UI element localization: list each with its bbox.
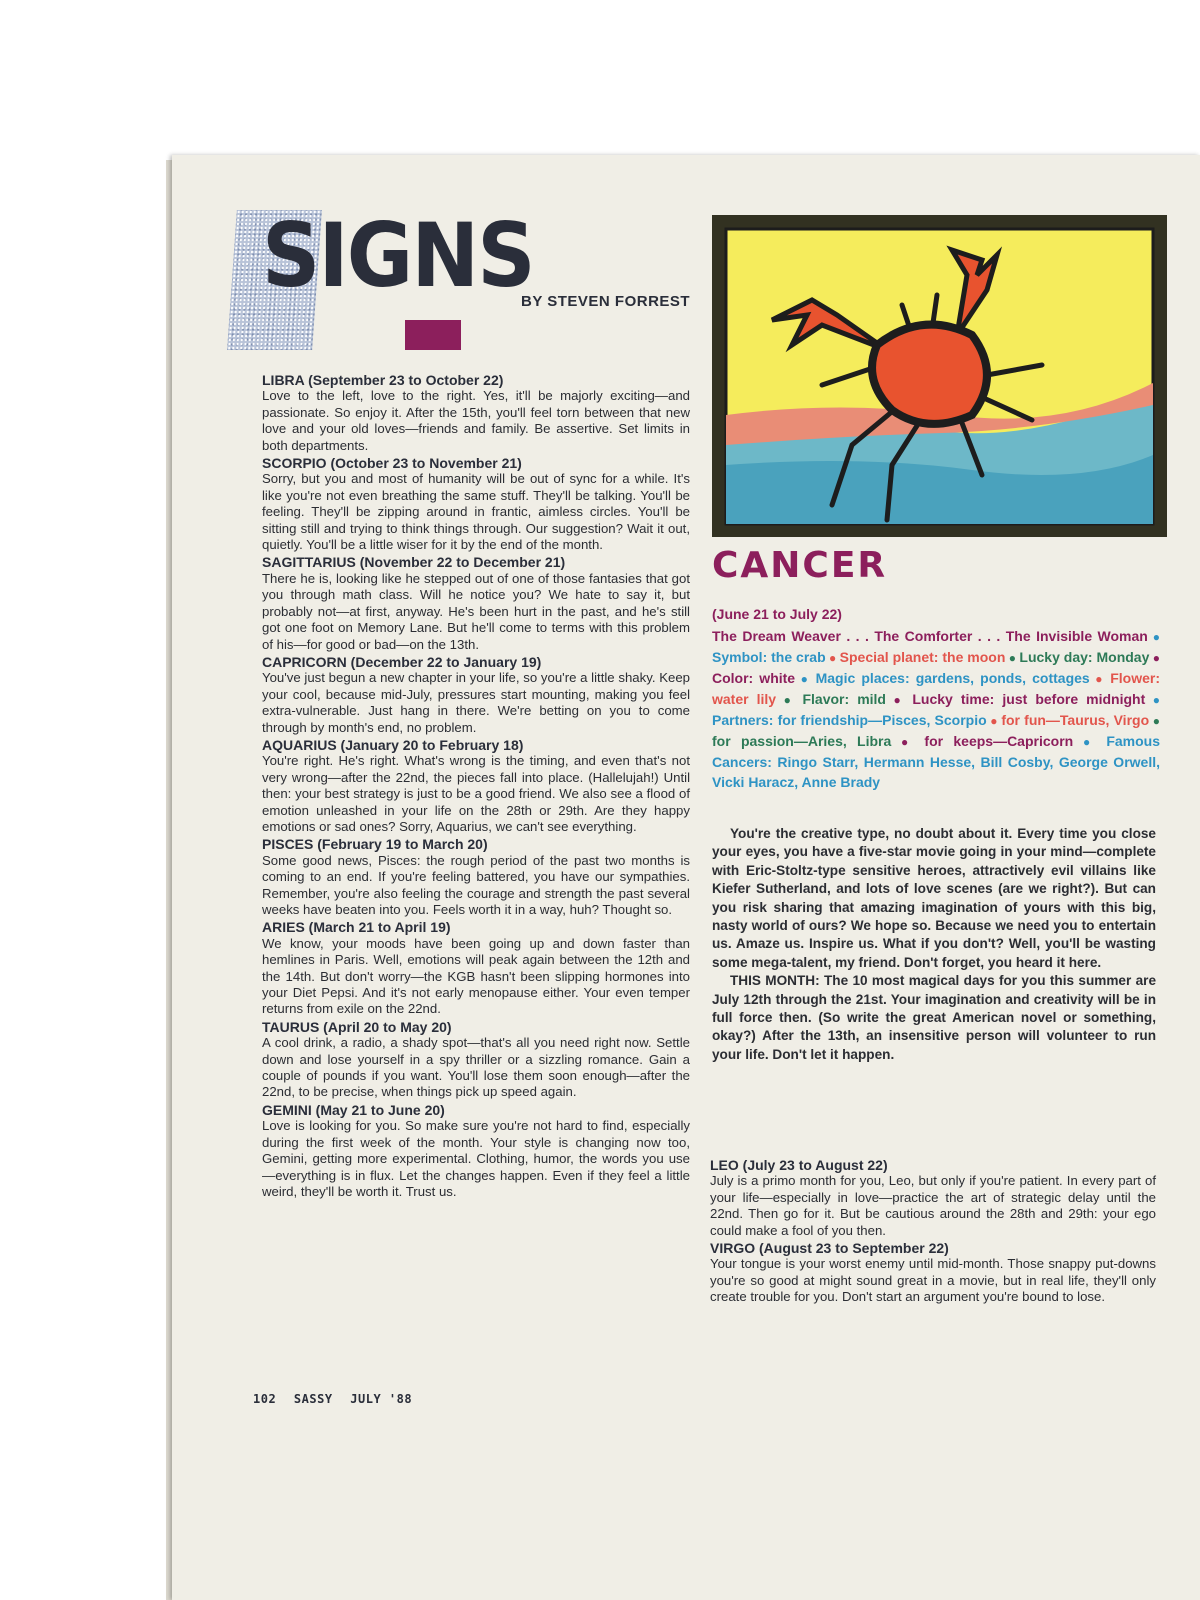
cancer-dates: (June 21 to July 22): [712, 606, 842, 622]
sign-text: We know, your moods have been going up and down faster than hemlines in Paris. Well, emotions will peak again between the 12th and the 14th. But don't worry—the KGB hasn't been slipping hormones into your Diet Pepsi. And it's not early menopause either. Your even temper returns from exile on the 22nd.: [262, 935, 690, 1017]
sign-heading: SAGITTARIUS (November 22 to December 21): [262, 554, 566, 571]
cancer-info-item: Famous Cancers: Ringo Starr, Hermann Hesse, Bill Cosby, George Orwell, Vicki Haracz, Anne Brady: [712, 733, 1161, 790]
bullet-separator: ●: [795, 672, 816, 686]
cancer-info-item: Lucky day: Monday: [1019, 649, 1150, 665]
cancer-info-block: [712, 626, 1160, 792]
bullet-separator: ●: [986, 714, 1002, 728]
sign-text: You're right. He's right. What's wrong is the timing, and even that's not very wrong—after the 22nd, the pieces fall into place. (Hallelujah!) Until then: your best strategy is just to be a good friend. We also see a flood of emotion unleashed in your life on the 28th or 29th. Are they happy emotions or sad ones? Sorry, Aquarius, we can't see everything.: [262, 753, 690, 834]
bullet-separator: ●: [1073, 735, 1107, 749]
cancer-info-item: The Dream Weaver . . . The Comforter . . . The Invisible Woman: [712, 628, 1148, 644]
bullet-separator: ●: [1149, 714, 1160, 728]
sign-pisces: [262, 836, 690, 918]
sign-scorpio: [262, 455, 690, 553]
page-title: SIGNS: [262, 204, 534, 307]
byline: BY STEVEN FORREST: [521, 293, 691, 310]
cancer-info-item: Lucky time: just before midnight: [912, 691, 1146, 707]
cancer-info-item: for fun—Taurus, Virgo: [1001, 712, 1150, 728]
bullet-separator: ●: [1145, 693, 1160, 707]
sign-heading: LIBRA (September 23 to October 22): [262, 372, 504, 388]
cancer-paragraph: You're the creative type, no doubt about it. Every time you close your eyes, you have a five-star movie going in your mind—complete with Eric-Stoltz-type sensitive heroes, attractively evil villains like Kiefer Sutherland, and lots of love scenes (are we right?). But can you risk sharing that amazing imagination of yours with this big, nasty world of ours? We hope so. Because we need you to entertain us. Amaze us. Inspire us. What if you don't? Well, you'll be wasting some mega-talent, my friend. Don't forget, you heard it here.: [712, 826, 1156, 970]
crab-body: [872, 325, 987, 424]
crab-illustration: [712, 215, 1167, 537]
sign-text: You've just begun a new chapter in your life, so you're a little shaky. Keep your cool, because mid-July, pressures start mounting, making you feel extra-vulnerable. Just hang in there. We're betting on you to come through by month's end, no problem.: [262, 670, 690, 735]
sign-text: Love is looking for you. So make sure you're not hard to find, especially during the first week of the month. Your style is changing now too, Gemini, getting more experimental. Clothing, humor, the words you use—everything is in flux. Let the changes happen. Even if they feel a little weird, they'll be worth it. Trust us.: [262, 1118, 690, 1199]
sign-heading: LEO (July 23 to August 22): [710, 1157, 888, 1173]
bullet-separator: ●: [1005, 651, 1020, 665]
sign-heading: AQUARIUS (January 20 to February 18): [262, 736, 524, 753]
sign-heading: TAURUS (April 20 to May 20): [262, 1018, 452, 1035]
cancer-info-item: Special planet: the moon: [839, 649, 1006, 665]
sign-sagittarius: [262, 554, 690, 652]
cancer-info-item: for passion—Aries, Libra: [712, 733, 892, 749]
page-footer: [253, 1392, 422, 1406]
sign-aquarius: [262, 737, 690, 835]
cancer-this-month: THIS MONTH: The 10 most magical days for you this summer are July 12th through the 21st. Your imagination and creativity will be in full force then. (So write the great American novel or something, okay?) After the 13th, an insensitive person will volunteer to run your life. Don't let it happen.: [712, 973, 1156, 1062]
sign-heading: PISCES (February 19 to March 20): [262, 836, 488, 853]
sign-capricorn: [262, 654, 690, 736]
bullet-separator: ●: [885, 693, 913, 707]
sign-heading: CAPRICORN (December 22 to January 19): [262, 653, 542, 670]
issue-date: JULY '88: [350, 1392, 413, 1406]
bullet-separator: ●: [1149, 651, 1160, 665]
cancer-info-item: for keeps—Capricorn: [924, 733, 1074, 749]
bullet-separator: ●: [776, 693, 803, 707]
sign-text: Some good news, Pisces: the rough period of the past two months is coming to an end. If you're feeling battered, you have our sympathies. Remember, you're also feeling the courage and strength the past several weeks have beaten into you. Feels worth it in a way, huh? Thought so.: [262, 852, 690, 917]
cancer-info-item: Flower: water lily: [712, 670, 1160, 707]
page-number: 102: [253, 1392, 277, 1406]
right-column: [710, 1157, 1156, 1307]
sign-virgo: [710, 1240, 1156, 1306]
sign-gemini: [262, 1102, 690, 1200]
cancer-horoscope: [712, 825, 1156, 1064]
sign-text: July is a primo month for you, Leo, but only if you're patient. In every part of your life—especially in love—practice the art of strategic delay until the 22nd. Then go for it. But be cautious around the 28th and 29th: your ego could make a fool of you then.: [710, 1173, 1156, 1238]
left-column: [262, 372, 690, 1201]
cancer-title: CANCER: [712, 545, 888, 586]
cancer-info-item: Color: white: [712, 670, 796, 686]
sign-heading: GEMINI (May 21 to June 20): [262, 1101, 445, 1118]
sign-heading: SCORPIO (October 23 to November 21): [262, 455, 522, 472]
cancer-info-item: Partners: for friendship—Pisces, Scorpio: [712, 712, 987, 728]
cancer-info-item: Flavor: mild: [802, 691, 886, 707]
sign-text: There he is, looking like he stepped out of one of those fantasies that got you through math class. Will he notice you? We hate to say it, but probably not—at first, anyway. He's been hurt in the past, and he's still got one foot on Memory Lane. But he'll come to terms with this problem of his—for good or bad—on the 13th.: [262, 570, 690, 652]
bullet-separator: ●: [825, 651, 840, 665]
sign-heading: ARIES (March 21 to April 19): [262, 919, 451, 936]
sign-text: Love to the left, love to the right. Yes, it'll be majorly exciting—and passionate. So enjoy it. After the 15th, you'll feel torn between that new love and your old loves—friends and family. Be assertive. Set limits in both departments.: [262, 388, 690, 453]
sign-text: Your tongue is your worst enemy until mid-month. Those snappy put-downs you're so good at might sound great in a movie, but in real life, they'll only create trouble for you. Don't start an argument you're bound to lose.: [710, 1256, 1156, 1305]
sign-text: A cool drink, a radio, a shady spot—that's all you need right now. Settle down and lose yourself in a spy thriller or a sizzling romance. Gain a couple of pounds if you want. You'll lose them soon enough—after the 22nd, to be precise, when things pick up speed again.: [262, 1035, 690, 1100]
sign-heading: VIRGO (August 23 to September 22): [710, 1240, 949, 1257]
magazine-name: SASSY: [293, 1392, 333, 1406]
cancer-info-item: Magic places: gardens, ponds, cottages: [815, 670, 1090, 686]
bullet-separator: ●: [891, 735, 925, 749]
bullet-separator: ●: [1147, 630, 1160, 644]
sign-taurus: [262, 1019, 690, 1101]
sign-text: Sorry, but you and most of humanity will be out of sync for a while. It's like you're not even breathing the same stuff. They'll be talking. You'll be feeling. They'll be zipping around in frantic, aimless circles. You'll be sitting still and trying to think things through. Our suggestion? Wait it out, quietly. You'll be a little wiser for it by the end of the month.: [262, 471, 690, 553]
sign-libra: [262, 372, 690, 454]
bullet-separator: ●: [1089, 672, 1111, 686]
sign-aries: [262, 919, 690, 1017]
cancer-info-item: Symbol: the crab: [712, 649, 826, 665]
magenta-accent-block: [405, 320, 461, 350]
sign-leo: [710, 1157, 1156, 1239]
